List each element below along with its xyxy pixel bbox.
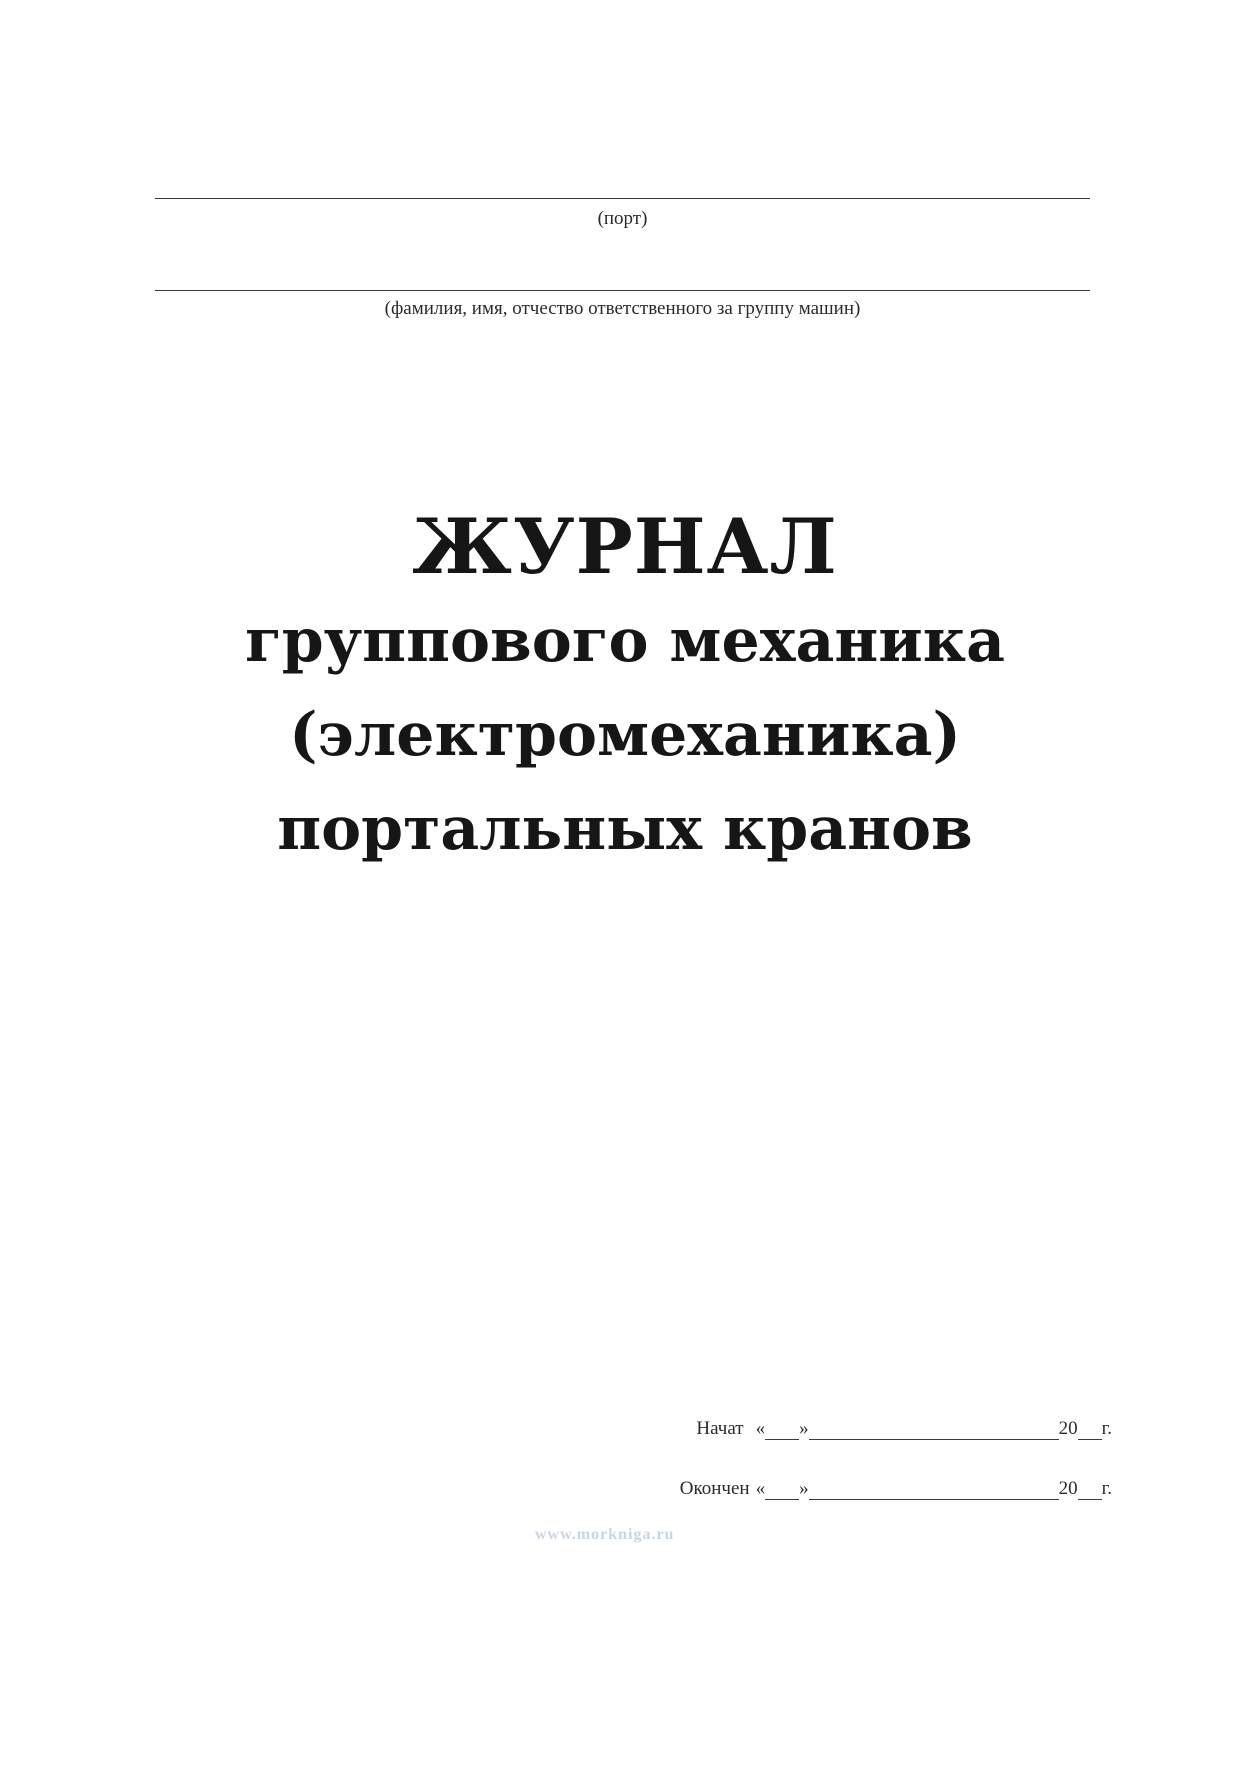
responsible-fill-line: [155, 290, 1090, 291]
title-line-4: портальных кранов: [277, 794, 973, 864]
finished-label: Окончен: [679, 1478, 750, 1499]
started-day-blank: [765, 1421, 799, 1440]
finished-year-blank: [1078, 1481, 1102, 1500]
started-date-row: [696, 1418, 1112, 1440]
close-quote: »: [799, 1478, 809, 1499]
title-line-3: (электромеханика): [289, 700, 961, 770]
port-fill-line: [155, 198, 1090, 199]
finished-day-blank: [765, 1481, 799, 1500]
year-suffix: г.: [1101, 1478, 1112, 1499]
open-quote: «: [755, 1478, 766, 1499]
journal-title: [0, 500, 1250, 876]
started-month-blank: [809, 1421, 1059, 1440]
port-caption: (порт): [597, 208, 648, 229]
finished-month-blank: [809, 1481, 1059, 1500]
site-watermark: www.morkniga.ru: [535, 1526, 675, 1543]
year-prefix: 20: [1058, 1418, 1078, 1439]
year-suffix: г.: [1101, 1418, 1112, 1439]
started-label: Начат: [696, 1418, 744, 1439]
started-year-blank: [1078, 1421, 1102, 1440]
title-line-2: группового механика: [245, 606, 1005, 676]
open-quote: «: [755, 1418, 766, 1439]
title-line-1: ЖУРНАЛ: [412, 502, 838, 591]
responsible-caption: (фамилия, имя, отчество ответственного за группу машин): [384, 298, 861, 319]
close-quote: »: [799, 1418, 809, 1439]
year-prefix: 20: [1058, 1478, 1078, 1499]
finished-date-row: [680, 1478, 1112, 1500]
